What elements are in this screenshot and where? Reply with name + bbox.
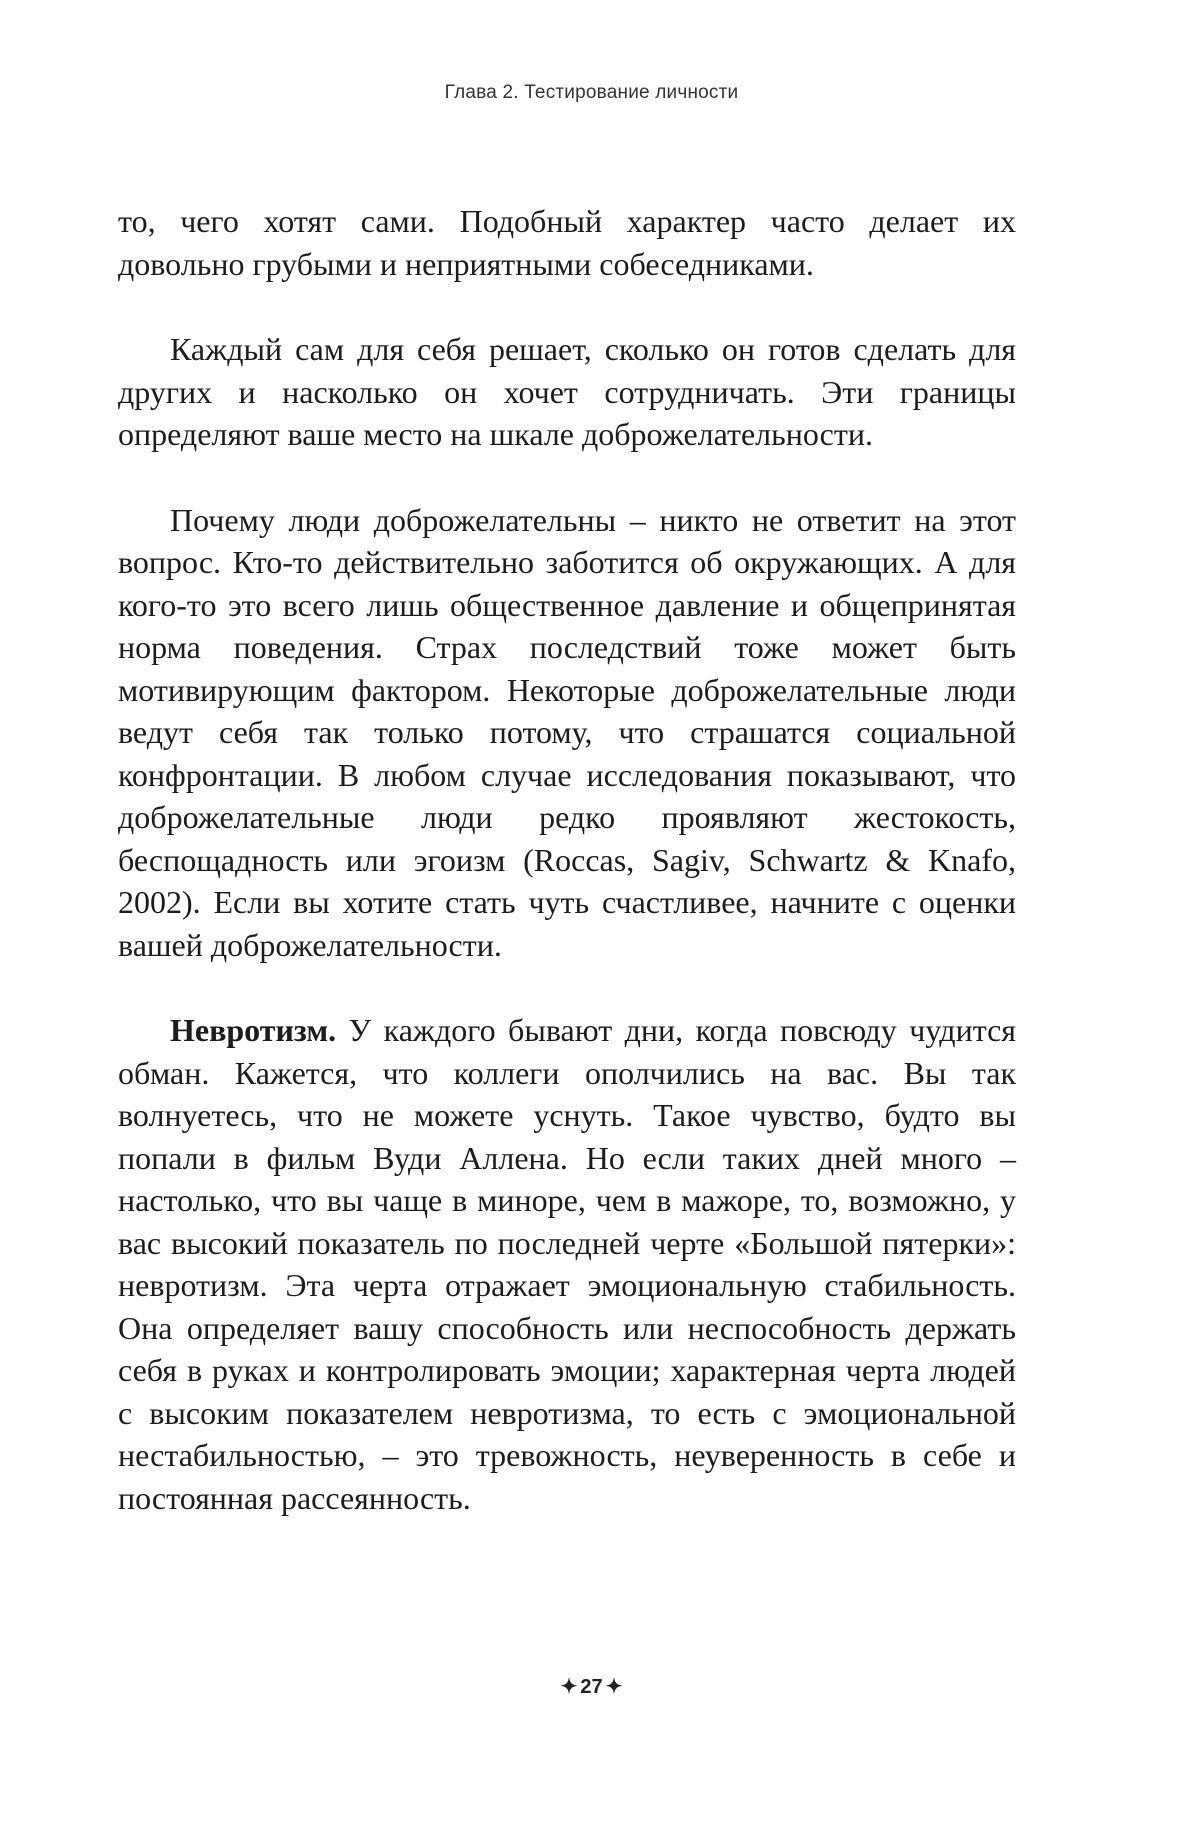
term-heading: Невротизм.: [170, 1012, 337, 1048]
page-body: [118, 200, 1016, 1562]
paragraph-boundaries: Каждый сам для себя решает, сколько он готов сделать для других и насколько он хочет сотрудничать. Эти границы определяют ваше место на шкале доброжелательности.: [118, 331, 1016, 452]
paragraph-neuroticism: [118, 1009, 1016, 1519]
ornament-left-icon: ✦: [560, 1676, 578, 1698]
paragraph-neuroticism-text: У каждого бывают дни, когда повсюду чудится обман. Кажется, что коллеги ополчились на вас. Вы так волнуетесь, что не можете уснуть. Такое чувство, будто вы попали в фильм Вуди Аллена. Но если таких дней много – настолько, что вы чаще в миноре, чем в мажоре, то, возможно, у вас высокий показатель по последней черте «Большой пятерки»: невротизм. Эта черта отражает эмоциональную стабильность. Она определяет вашу способность или неспособность держать себя в руках и контролировать эмоции; характерная черта людей с высоким показателем невротизма, то есть с эмоциональной нестабильностью, – это тревожность, неуверенность в себе и постоянная рассеянность.: [118, 1012, 1016, 1516]
paragraph-agreeableness-reasons: Почему люди доброжелательны – никто не ответит на этот вопрос. Кто-то действительно заботится об окружающих. А для кого-то это всего лишь общественное давление и общепринятая норма поведения. Страх последствий тоже может быть мотивирующим фактором. Некоторые доброжелательные люди ведут себя так только потому, что страшатся социальной конфронтации. В любом случае исследования показывают, что доброжелательные люди редко проявляют жестокость, беспощадность или эгоизм (Roccas, Sagiv, Schwartz & Knafo, 2002). Если вы хотите стать чуть счастливее, начните с оценки вашей доброжелательности.: [118, 501, 1016, 963]
paragraph-continuation: то, чего хотят сами. Подобный характер часто делает их довольно грубыми и неприятными собеседниками.: [118, 203, 1016, 282]
running-header: Глава 2. Тестирование личности: [444, 82, 739, 103]
page-footer: [0, 1674, 1183, 1699]
page-number: 27: [580, 1676, 603, 1698]
ornament-right-icon: ✦: [605, 1676, 623, 1698]
